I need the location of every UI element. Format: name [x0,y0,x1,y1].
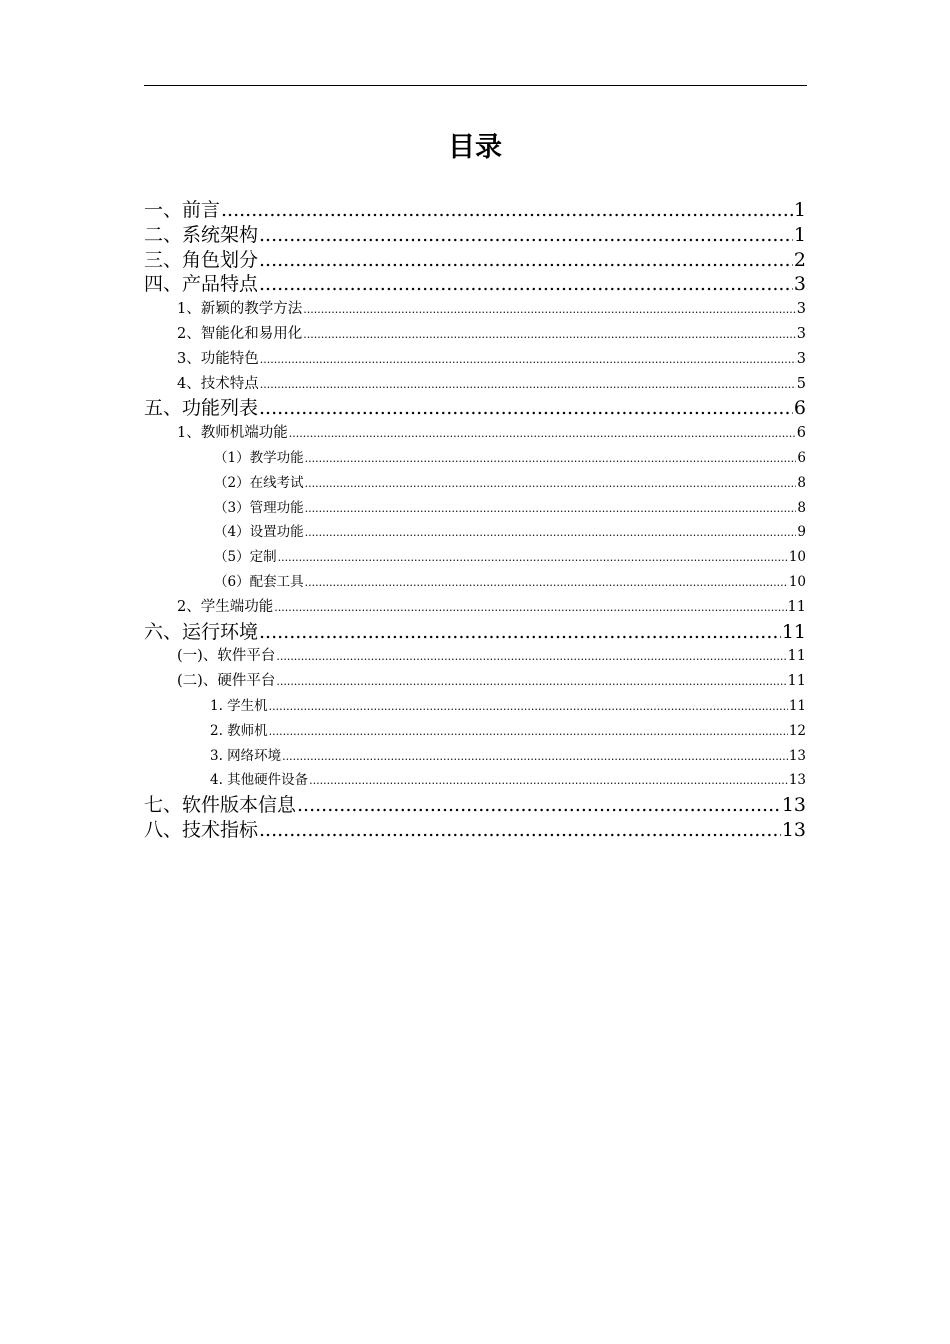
toc-entry-label: 1. 学生机 [210,697,268,714]
toc-page-number: 13 [788,772,806,789]
toc-entry-label: 六、运行环境 [144,620,259,643]
toc-entry-label: 1、教师机端功能 [177,425,288,442]
toc-page-number: 3 [796,325,806,342]
toc-entry-label: 八、技术指标 [144,818,259,841]
toc-entry-label: (一)、软件平台 [177,648,276,665]
dot-leader [259,223,793,248]
toc-page-number: 11 [787,598,806,615]
toc-page-number: 11 [787,648,806,665]
dot-leader [259,818,781,843]
toc-entry[interactable] [144,297,806,322]
toc-entry-label: （4）设置功能 [214,524,304,541]
dot-leader [309,769,788,793]
dot-leader [259,248,793,273]
dot-leader [303,323,796,347]
dot-leader [221,198,793,223]
toc-entry-label: (二)、硬件平台 [177,673,276,690]
toc-entry-label: 一、前言 [144,199,221,221]
toc-entry[interactable] [144,272,806,297]
toc-entry[interactable] [144,446,806,471]
toc-entry[interactable] [144,520,806,545]
dot-leader [259,620,781,645]
dot-leader [305,497,797,521]
toc-entry-label: （3）管理功能 [214,499,304,516]
toc-entry[interactable] [144,595,806,620]
toc-entry[interactable] [144,545,806,570]
toc-entry[interactable] [144,347,806,372]
toc-page-number: 10 [788,573,806,590]
dot-leader [278,546,788,570]
toc-page-number: 11 [787,673,806,690]
toc-page-number: 10 [788,549,806,566]
toc-entry[interactable] [144,768,806,793]
toc-entry[interactable] [144,372,806,397]
toc-entry-label: 1、新颖的教学方法 [177,301,303,318]
toc-page-number: 1 [793,223,806,246]
dot-leader [282,745,788,769]
dot-leader [276,645,786,669]
dot-leader [305,472,797,496]
toc-entry[interactable] [144,496,806,521]
toc-entry-label: （1）教学功能 [214,449,304,466]
toc-page-number: 1 [793,199,806,221]
toc-entry-label: （6）配套工具 [214,573,304,590]
toc-entry[interactable] [144,396,806,421]
toc-entry[interactable] [144,719,806,744]
toc-page-number: 13 [781,818,806,841]
dot-leader [303,298,796,322]
toc-page-number: 5 [796,375,806,392]
toc-entry[interactable] [144,744,806,769]
dot-leader [260,348,796,372]
toc-title: 目录 [448,132,502,163]
toc-entry-label: 二、系统架构 [144,223,259,246]
toc-page-number: 13 [788,747,806,764]
dot-leader [269,695,788,719]
toc-entry[interactable] [144,669,806,694]
toc-entry-label: （2）在线考试 [214,474,304,491]
toc-page-number: 2 [793,248,806,271]
toc-page-number: 6 [796,425,806,442]
toc-page-number: 11 [788,697,806,714]
toc-entry-label: 3. 网络环境 [210,747,282,764]
toc-entry[interactable] [144,818,806,843]
toc-entry[interactable] [144,248,806,273]
toc-entry-label: 2、学生端功能 [177,598,274,615]
toc-entry[interactable] [144,793,806,818]
toc-page-number: 12 [788,722,806,739]
dot-leader [259,396,793,421]
toc-entry-label: 五、功能列表 [144,397,259,420]
toc-entry[interactable] [144,570,806,595]
toc-entry[interactable] [144,471,806,496]
toc-page-number: 3 [796,301,806,318]
toc-page-number: 9 [797,524,806,541]
dot-leader [260,373,796,397]
toc-page-number: 8 [797,499,806,516]
dot-leader [269,720,788,744]
toc-page-number: 6 [793,397,806,420]
toc-entry-label: 3、功能特色 [177,350,259,367]
toc-page-number: 3 [793,273,806,296]
toc-entry[interactable] [144,620,806,645]
toc-entry-label: 4. 其他硬件设备 [210,772,309,789]
toc-entry[interactable] [144,223,806,248]
toc-entry[interactable] [144,421,806,446]
toc-entry-label: 2、智能化和易用化 [177,325,303,342]
toc-page-number: 13 [781,794,806,817]
dot-leader [274,596,786,620]
dot-leader [305,447,797,471]
toc-entry-label: 四、产品特点 [144,273,259,296]
dot-leader [297,793,781,818]
table-of-contents [144,198,806,843]
toc-entry[interactable] [144,694,806,719]
toc-entry-label: 4、技术特点 [177,375,259,392]
toc-entry[interactable] [144,198,806,223]
dot-leader [305,521,797,545]
toc-entry[interactable] [144,644,806,669]
dot-leader [305,571,788,595]
dot-leader [259,272,793,297]
toc-page-number: 6 [797,449,806,466]
toc-page-number: 8 [797,474,806,491]
toc-entry-label: 2. 教师机 [210,722,268,739]
toc-entry[interactable] [144,322,806,347]
toc-entry-label: 三、角色划分 [144,248,259,271]
toc-page-number: 3 [796,350,806,367]
header-rule [144,85,807,86]
toc-entry-label: 七、软件版本信息 [144,794,297,817]
toc-entry-label: （5）定制 [214,549,277,566]
dot-leader [289,422,796,446]
dot-leader [276,670,786,694]
toc-page-number: 11 [781,620,806,643]
